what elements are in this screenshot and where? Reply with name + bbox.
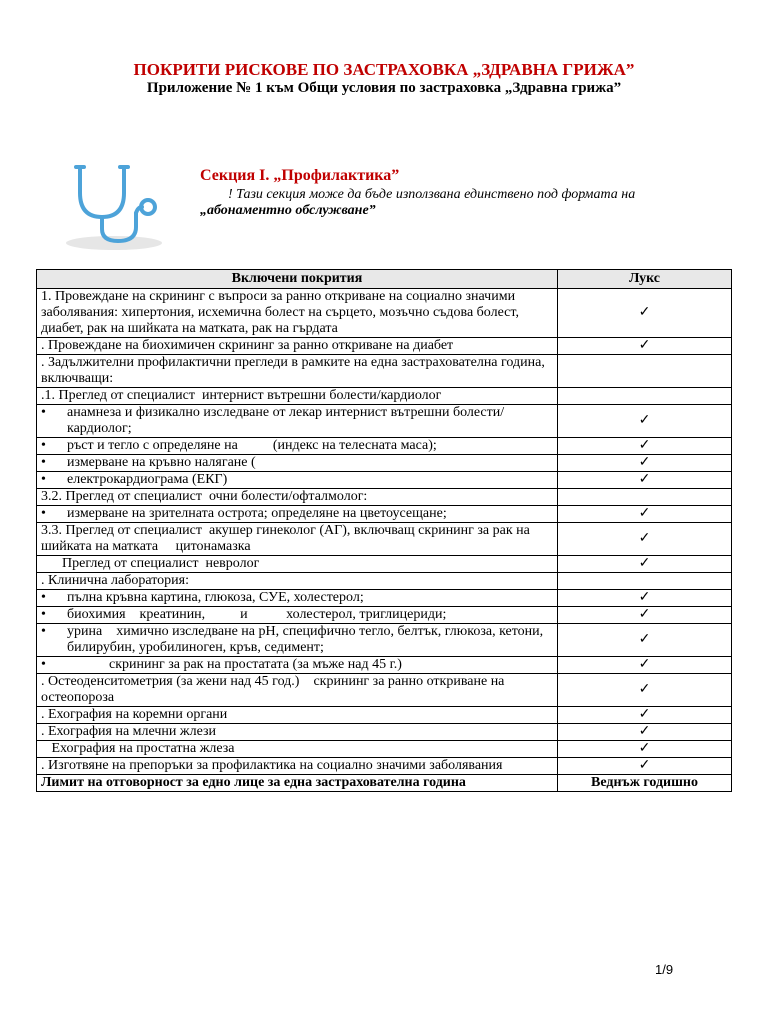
lux-check: ✓ [558,674,732,707]
lux-check: ✓ [558,741,732,758]
lux-check: ✓ [558,724,732,741]
limit-label: Лимит на отговорност за едно лице за една застрахователна година [37,775,558,792]
lux-check [558,489,732,506]
lux-check: ✓ [558,758,732,775]
table-row [37,355,732,388]
coverage-text: Преглед от специалист невролог [41,556,260,571]
table-row [37,489,732,506]
lux-check: ✓ [558,523,732,556]
table-row [37,472,732,489]
table-row [37,607,732,624]
section-note-text: ! Тази секция може да бъде използвана единствено под формата на [228,187,636,202]
lux-check: ✓ [558,624,732,657]
table-row [37,624,732,657]
table-row [37,724,732,741]
coverage-item [37,338,558,355]
document-subtitle: Приложение № 1 към Общи условия по застраховка „Здравна грижа” [146,80,622,96]
coverage-text: • пълна кръвна картина, глюкоза, СУЕ, холестерол; [41,590,553,606]
table-row [37,707,732,724]
lux-check: ✓ [558,472,732,489]
coverage-text: • измерване на кръвно налягане ( [41,455,553,471]
lux-check: ✓ [558,590,732,607]
table-row [37,506,732,523]
coverage-text: • ръст и тегло с определяне на (индекс на телесната маса); [41,438,553,454]
section-note [200,187,700,219]
table-row [37,523,732,556]
limit-value: Веднъж годишно [558,775,732,792]
coverage-text: • скрининг за рак на простатата (за мъже над 45 г.) [41,657,553,673]
coverage-table [36,269,732,792]
coverage-text: • електрокардиограма (ЕКГ) [41,472,553,488]
page-number: 1/9 [655,962,674,977]
coverage-text: 3.2. Преглед от специалист очни болести/офталмолог: [41,489,368,504]
coverage-item [37,523,558,556]
table-row [37,674,732,707]
coverage-text: . Остеоденситометрия (за жени над 45 год.) скрининг за ранно откриване на остеопороза [41,674,508,705]
coverage-bullet-item [37,607,558,624]
table-row [37,438,732,455]
lux-check [558,355,732,388]
table-row [37,590,732,607]
lux-check: ✓ [558,556,732,573]
table-row [37,455,732,472]
coverage-bullet-item [37,438,558,455]
table-row [37,657,732,674]
stethoscope-icon [62,155,172,255]
section-title: Секция І. „Профилактика” [200,167,400,184]
column-header-lux: Лукс [558,270,732,289]
column-header-coverage: Включени покрития [37,270,558,289]
coverage-item [37,556,558,573]
lux-check: ✓ [558,707,732,724]
table-row [37,556,732,573]
coverage-item [37,573,558,590]
coverage-text: 1. Провеждане на скрининг с въпроси за ранно откриване на социално значими заболявания: хипертония, исхемична болест на сърцето, мозъчно съдова болест, диабет, рак на шийката на матката, рак на гърдата [41,289,523,336]
coverage-bullet-item [37,624,558,657]
coverage-item [37,724,558,741]
table-row [37,573,732,590]
table-row [37,338,732,355]
coverage-bullet-item [37,405,558,438]
coverage-text: . Клинична лаборатория: [41,573,189,588]
coverage-bullet-item [37,657,558,674]
coverage-item [37,388,558,405]
coverage-text: Ехография на простатна жлеза [41,741,235,756]
lux-check: ✓ [558,607,732,624]
lux-check: ✓ [558,506,732,523]
table-row [37,741,732,758]
table-row [37,289,732,338]
section-note-bold: „абонаментно обслужване” [200,203,376,218]
coverage-bullet-item [37,590,558,607]
table-header-row [37,270,732,289]
coverage-item [37,741,558,758]
coverage-text: • измерване на зрителната острота; определяне на цветоусещане; [41,506,553,522]
coverage-text: 3.3. Преглед от специалист акушер гинеколог (АГ), включващ скрининг за рак на шийката на матката цитонамазка [41,523,534,554]
coverage-text: . Ехография на млечни жлези [41,724,216,739]
coverage-item [37,758,558,775]
lux-check [558,388,732,405]
coverage-text: . Изготвяне на препоръки за профилактика на социално значими заболявания [41,758,503,773]
coverage-text: . Задължителни профилактични прегледи в рамките на една застрахователна година, включващи: [41,355,549,386]
lux-check [558,573,732,590]
coverage-bullet-item [37,455,558,472]
coverage-text: • анамнеза и физикално изследване от лекар интернист вътрешни болести/кардиолог; [41,405,553,437]
coverage-bullet-item [37,472,558,489]
lux-check: ✓ [558,289,732,338]
coverage-text: . Провеждане на биохимичен скрининг за ранно откриване на диабет [41,338,454,353]
table-row [37,758,732,775]
lux-check: ✓ [558,657,732,674]
table-footer-row [37,775,732,792]
lux-check: ✓ [558,338,732,355]
coverage-item [37,355,558,388]
coverage-item [37,707,558,724]
coverage-text: • биохимия креатинин, и холестерол, триглицериди; [41,607,553,623]
coverage-text: .1. Преглед от специалист интернист вътрешни болести/кардиолог [41,388,442,403]
lux-check: ✓ [558,405,732,438]
coverage-bullet-item [37,506,558,523]
coverage-item [37,289,558,338]
coverage-item [37,674,558,707]
coverage-text: . Ехография на коремни органи [41,707,228,722]
coverage-text: • урина химично изследване на рН, специфично тегло, белтък, глюкоза, кетони, билирубин, уробилиноген, кръв, седимент; [41,624,553,656]
coverage-item [37,489,558,506]
table-row [37,405,732,438]
table-row [37,388,732,405]
lux-check: ✓ [558,438,732,455]
lux-check: ✓ [558,455,732,472]
document-title: ПОКРИТИ РИСКОВЕ ПО ЗАСТРАХОВКА „ЗДРАВНА ГРИЖА” [133,60,635,79]
